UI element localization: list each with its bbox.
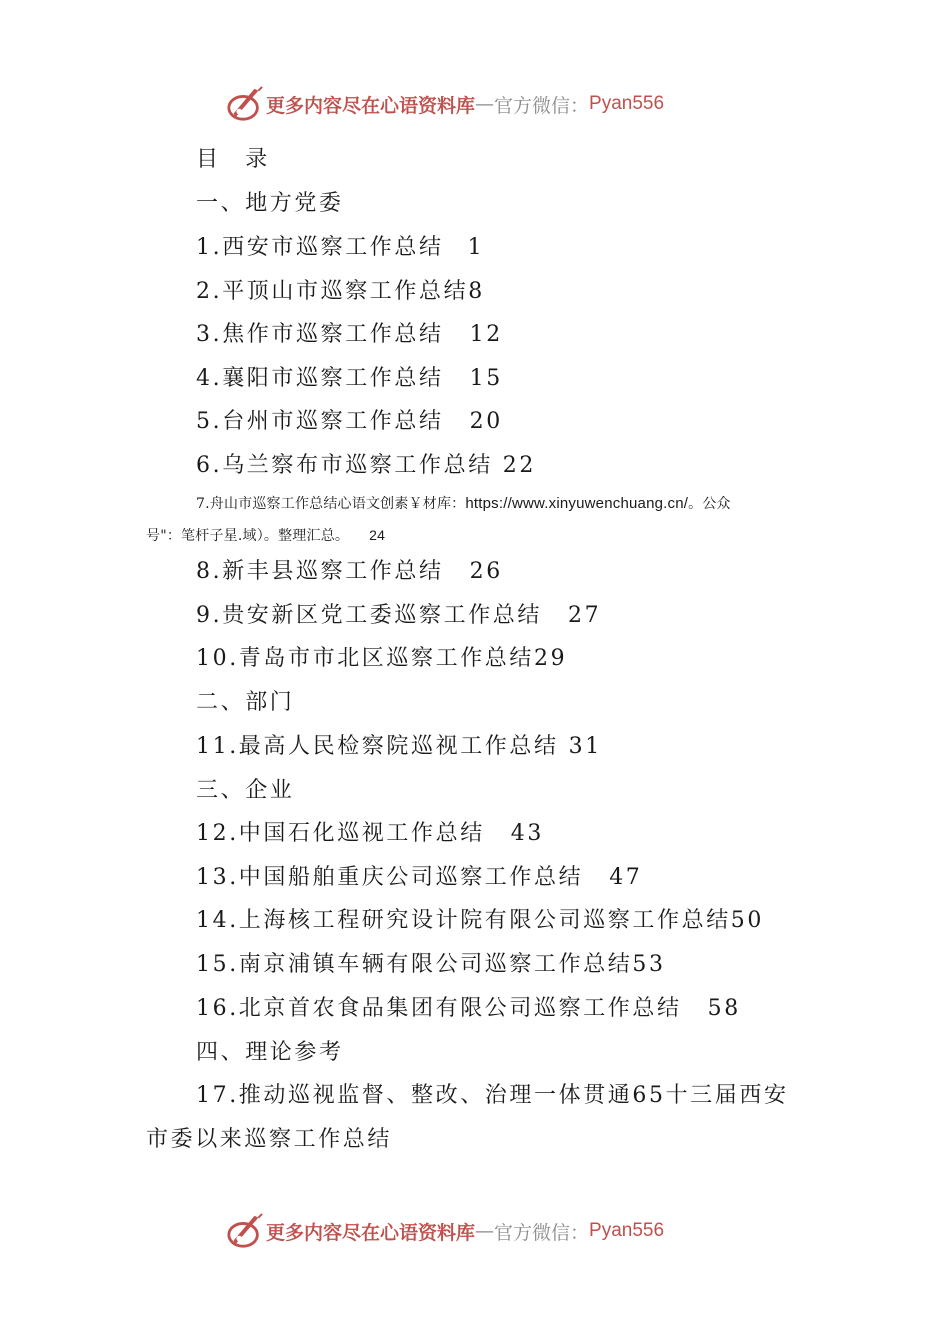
toc-entry-title: 13.中国船舶重庆公司巡察工作总结 [196,865,584,890]
section-heading-3: 三、企业 [196,778,295,803]
toc-entry-title-cont: 。公众 [688,496,731,512]
toc-entry-title: 16.北京首农食品集团有限公司巡察工作总结 [196,996,682,1021]
toc-entry-title: 15.南京浦镇车辆有限公司巡察工作总结 [196,952,633,977]
toc-entry-10[interactable] [196,645,567,673]
toc-page-number: 22 [502,453,536,478]
toc-entry-title: 5.台州市巡察工作总结 [196,409,444,434]
section-heading-4: 四、理论参考 [196,1040,344,1065]
toc-entry-13[interactable] [196,864,642,892]
toc-entry-15[interactable] [196,951,666,979]
toc-entry-title: 10.青岛市市北区巡察工作总结 [196,646,534,671]
toc-entry-7-line-1[interactable] [196,494,731,514]
toc-entry-title: 1.西安市巡察工作总结 [196,235,444,260]
toc-entry-7-line-2 [146,525,385,546]
toc-entry-9[interactable] [196,602,601,630]
header-banner [226,84,664,124]
toc-entry-5[interactable] [196,408,503,436]
toc-page-number: 12 [469,322,503,347]
banner-wechat-id: Pyan556 [589,93,665,114]
toc-entry-title: 4.襄阳市巡察工作总结 [196,366,444,391]
website-url: https://www.xinyuwenchuang.cn/ [465,495,689,512]
banner-main-text: 更多内容尽在心语资料库 [266,1221,476,1244]
toc-entry-6[interactable] [196,452,536,480]
toc-entry-17-line-1[interactable]: 17.推动巡视监督、整改、治理一体贯通65十三届西安 [196,1083,789,1108]
banner-dash: — [475,1220,495,1242]
toc-entry-title: 3.焦作市巡察工作总结 [196,322,444,347]
toc-entry-3[interactable] [196,321,503,349]
toc-page-number: 43 [510,821,544,846]
toc-entry-title: 11.最高人民检察院巡视工作总结 [196,734,559,759]
toc-entry-12[interactable] [196,820,544,848]
toc-entry-16[interactable] [196,995,741,1023]
toc-entry-title: 8.新丰县巡察工作总结 [196,559,444,584]
toc-page-number: 31 [568,734,602,759]
banner-wechat-label: 官方微信： [494,1221,590,1244]
banner-dash: — [475,93,495,115]
toc-title: 目 录 [196,147,270,172]
toc-entry-4[interactable] [196,365,503,393]
quill-logo-icon [226,85,264,123]
toc-page-number: 20 [469,409,503,434]
toc-entry-2[interactable] [196,278,485,306]
toc-entry-title: 7.舟山市巡察工作总结心语文创素￥材库： [196,496,466,512]
toc-entry-14[interactable] [196,907,764,935]
toc-page-number: 47 [609,865,643,890]
section-heading-1: 一、地方党委 [196,191,344,216]
toc-entry-11[interactable] [196,733,602,761]
toc-page-number: 8 [468,279,485,304]
toc-page-number: 15 [469,366,503,391]
section-heading-2: 二、部门 [196,690,295,715]
toc-page-number: 50 [730,908,764,933]
toc-entry-title: 14.上海核工程研究设计院有限公司巡察工作总结 [196,908,731,933]
toc-page-number: 53 [632,952,666,977]
quill-logo-icon [226,1212,264,1250]
toc-entry-title: 9.贵安新区党工委巡察工作总结 [196,603,542,628]
banner-main-text: 更多内容尽在心语资料库 [266,94,476,117]
toc-entry-1[interactable] [196,234,484,262]
toc-entry-title: 2.平顶山市巡察工作总结 [196,279,469,304]
toc-entry-title: 12.中国石化巡视工作总结 [196,821,485,846]
toc-entry-title-cont: 号"：笔杆子星.域）。整理汇总。 [146,528,350,544]
toc-page-number: 58 [707,996,741,1021]
toc-entry-17-line-2: 市委以来巡察工作总结 [146,1127,393,1152]
toc-page-number: 27 [568,603,602,628]
banner-wechat-id: Pyan556 [589,1220,665,1241]
toc-entry-title: 6.乌兰察布市巡察工作总结 [196,453,493,478]
toc-page-number: 1 [467,235,485,260]
toc-page-number: 26 [469,559,503,584]
toc-page-number: 29 [534,646,568,671]
toc-page-number: 24 [369,527,386,543]
banner-wechat-label: 官方微信： [494,94,590,117]
footer-banner [226,1211,664,1251]
toc-entry-8[interactable] [196,558,503,586]
